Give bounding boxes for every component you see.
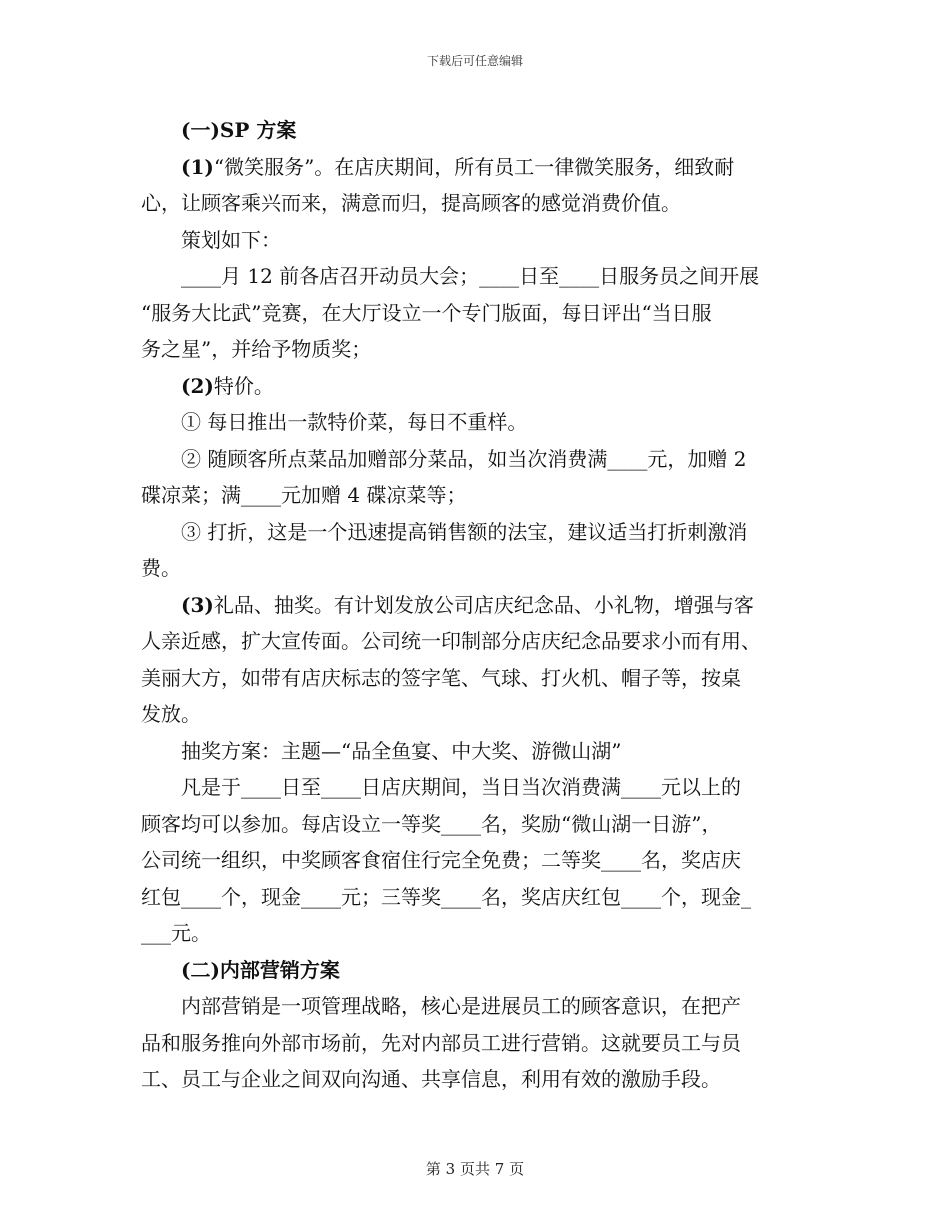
lottery-title: 抽奖方案：主题—“品全鱼宴、中大奖、游微山湖” bbox=[181, 738, 622, 763]
text-line: “服务大比武”竞赛，在大厅设立一个专门版面，每日评出“当日服 bbox=[141, 300, 712, 325]
text-span: “微笑服务”。在店庆期间，所有员工一律微笑服务，细致耐 bbox=[213, 154, 735, 179]
sub-item-daily-special: ① 每日推出一款特价菜，每日不重样。 bbox=[181, 410, 528, 434]
text-span: 特价。 bbox=[213, 373, 274, 398]
text-line: 美丽大方，如带有店庆标志的签字笔、气球、打火机、帽子等，按桌 bbox=[141, 665, 741, 690]
text-line: 公司统一组织，中奖顾客食宿住行完全免费；二等奖____名，奖店庆 bbox=[141, 848, 741, 872]
paragraph-gifts-lottery bbox=[141, 587, 811, 733]
section-heading-sp-plan: (一)SP 方案 bbox=[181, 118, 297, 142]
sub-item-gift-dishes bbox=[141, 441, 811, 514]
text-line: 品和服务推向外部市场前，先对内部员工进行营销。这就要员工与员 bbox=[141, 1030, 741, 1055]
text-line: 人亲近感，扩大宣传面。公司统一印制部分店庆纪念品要求小而有用、 bbox=[141, 629, 761, 653]
text-line: 心，让顾客乘兴而来，满意而归，提高顾客的感觉消费价值。 bbox=[141, 191, 681, 215]
text-line: 顾客均可以参加。每店设立一等奖____名，奖励“微山湖一日游”， bbox=[141, 811, 722, 836]
paragraph-special-price bbox=[141, 368, 811, 405]
paragraph-plan bbox=[141, 258, 811, 368]
text-line: 红包____个，现金____元；三等奖____名，奖店庆红包____个，现金_ bbox=[141, 884, 751, 909]
document-body bbox=[141, 112, 811, 1098]
paragraph-smile-service bbox=[141, 149, 811, 222]
item-label: (2) bbox=[181, 373, 214, 398]
sub-item-discount bbox=[141, 514, 811, 587]
text-line: ② 随顾客所点菜品加赠部分菜品，如当次消费满____元，加赠 2 bbox=[181, 446, 747, 471]
text-line: 发放。 bbox=[141, 702, 201, 726]
item-label: (3) bbox=[181, 592, 214, 617]
plan-label: 策划如下： bbox=[181, 227, 281, 252]
text-line: 凡是于____日至____日店庆期间，当日当次消费满____元以上的 bbox=[181, 775, 741, 799]
paragraph-internal-marketing bbox=[141, 988, 811, 1098]
text-line: 内部营销是一项管理战略，核心是进展员工的顾客意识，在把产 bbox=[181, 994, 741, 1018]
text-line: 务之星”，并给予物质奖； bbox=[141, 337, 372, 361]
page-footer: 第 3 页共 7 页 bbox=[425, 1160, 525, 1178]
text-line bbox=[141, 587, 811, 624]
text-line: ③ 打折，这是一个迅速提高销售额的法宝，建议适当打折刺激消 bbox=[181, 519, 748, 544]
text-line: ____月 12 前各店召开动员大会；____日至____日服务员之间开展 bbox=[181, 264, 760, 288]
text-line: 碟凉菜；满____元加赠 4 碟凉菜等； bbox=[141, 483, 467, 507]
text-line: 费。 bbox=[141, 556, 181, 580]
page-header: 下载后可任意编辑 bbox=[426, 54, 523, 68]
text-line bbox=[141, 149, 811, 186]
text-span: 礼品、抽奖。有计划发放公司店庆纪念品、小礼物，增强与客 bbox=[213, 592, 754, 617]
paragraph-lottery-rules bbox=[141, 769, 811, 952]
section-heading-internal-marketing: (二)内部营销方案 bbox=[181, 957, 340, 982]
text-line: 工、员工与企业之间双向沟通、共享信息，利用有效的激励手段。 bbox=[141, 1067, 721, 1091]
item-label: (1) bbox=[181, 154, 214, 179]
text-line: ___元。 bbox=[141, 921, 211, 945]
